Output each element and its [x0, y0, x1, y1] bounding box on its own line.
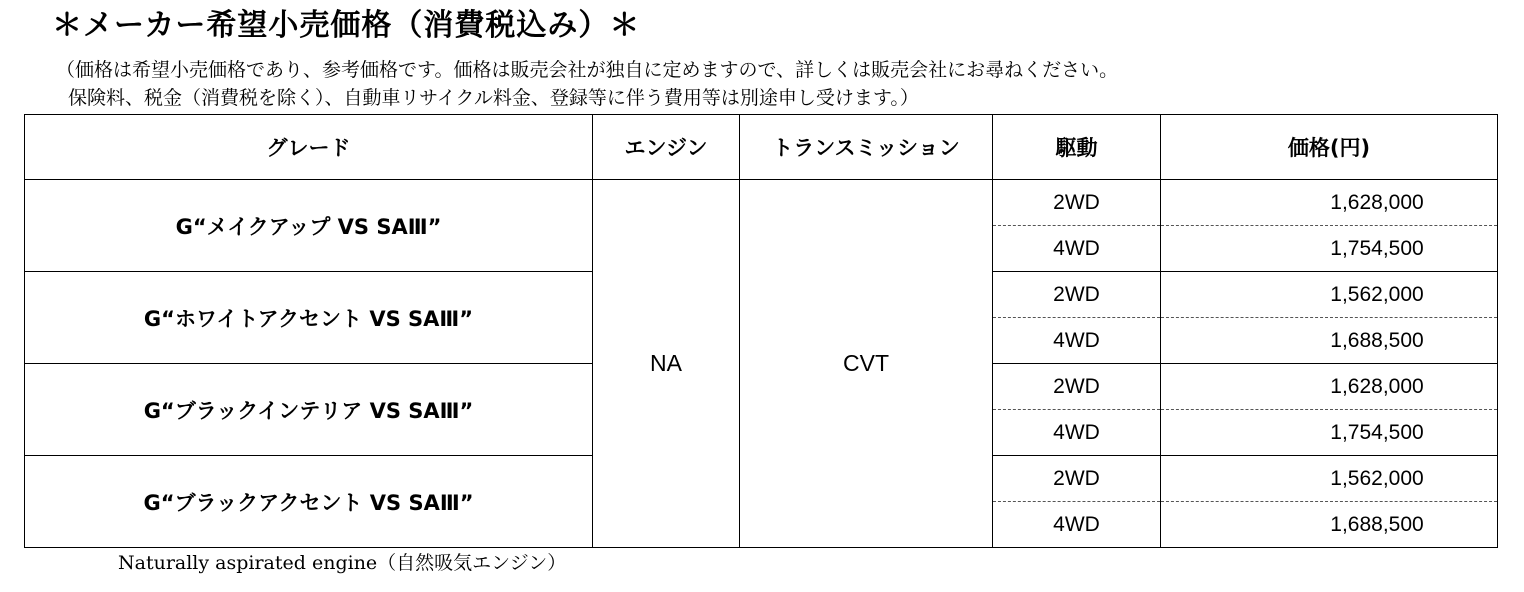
price-note-line-2: 保険料、税金（消費税を除く）、自動車リサイクル料金、登録等に伴う費用等は別途申し受けます。） — [68, 87, 919, 109]
price-value: 1,562,000 — [1330, 466, 1424, 490]
price-cell — [1161, 226, 1498, 272]
header-engine: エンジン — [593, 115, 740, 180]
engine-value: NA — [593, 180, 740, 548]
price-cell — [1161, 272, 1498, 318]
price-value: 1,688,500 — [1330, 512, 1424, 536]
drive-value: 4WD — [993, 410, 1161, 456]
price-value: 1,754,500 — [1330, 236, 1424, 260]
engine-footnote: Naturally aspirated engine（自然吸気エンジン） — [118, 552, 567, 574]
price-table — [24, 114, 1498, 548]
price-cell — [1161, 456, 1498, 502]
price-value: 1,562,000 — [1330, 282, 1424, 306]
header-price: 価格(円) — [1161, 115, 1498, 180]
header-grade: グレード — [25, 115, 593, 180]
price-cell — [1161, 502, 1498, 548]
drive-value: 2WD — [993, 364, 1161, 410]
price-value: 1,754,500 — [1330, 420, 1424, 444]
price-cell — [1161, 364, 1498, 410]
header-transmission: トランスミッション — [740, 115, 993, 180]
drive-value: 2WD — [993, 272, 1161, 318]
price-value: 1,628,000 — [1330, 374, 1424, 398]
grade-name: G“ブラックアクセント VS SAⅢ” — [25, 456, 593, 548]
drive-value: 4WD — [993, 502, 1161, 548]
grade-name: G“ブラックインテリア VS SAⅢ” — [25, 364, 593, 456]
price-value: 1,628,000 — [1330, 190, 1424, 214]
grade-name: G“メイクアップ VS SAⅢ” — [25, 180, 593, 272]
drive-value: 4WD — [993, 226, 1161, 272]
transmission-value: CVT — [740, 180, 993, 548]
price-cell — [1161, 318, 1498, 364]
drive-value: 2WD — [993, 180, 1161, 226]
page-title: ＊メーカー希望小売価格（消費税込み）＊ — [52, 8, 641, 43]
price-cell — [1161, 410, 1498, 456]
price-value: 1,688,500 — [1330, 328, 1424, 352]
table-header-row — [25, 115, 1498, 180]
price-note-line-1: （価格は希望小売価格であり、参考価格です。価格は販売会社が独自に定めますので、詳しくは販売会社にお尋ねください。 — [56, 59, 1119, 81]
header-drive: 駆動 — [993, 115, 1161, 180]
drive-value: 4WD — [993, 318, 1161, 364]
table-row — [25, 180, 1498, 226]
drive-value: 2WD — [993, 456, 1161, 502]
price-cell — [1161, 180, 1498, 226]
grade-name: G“ホワイトアクセント VS SAⅢ” — [25, 272, 593, 364]
